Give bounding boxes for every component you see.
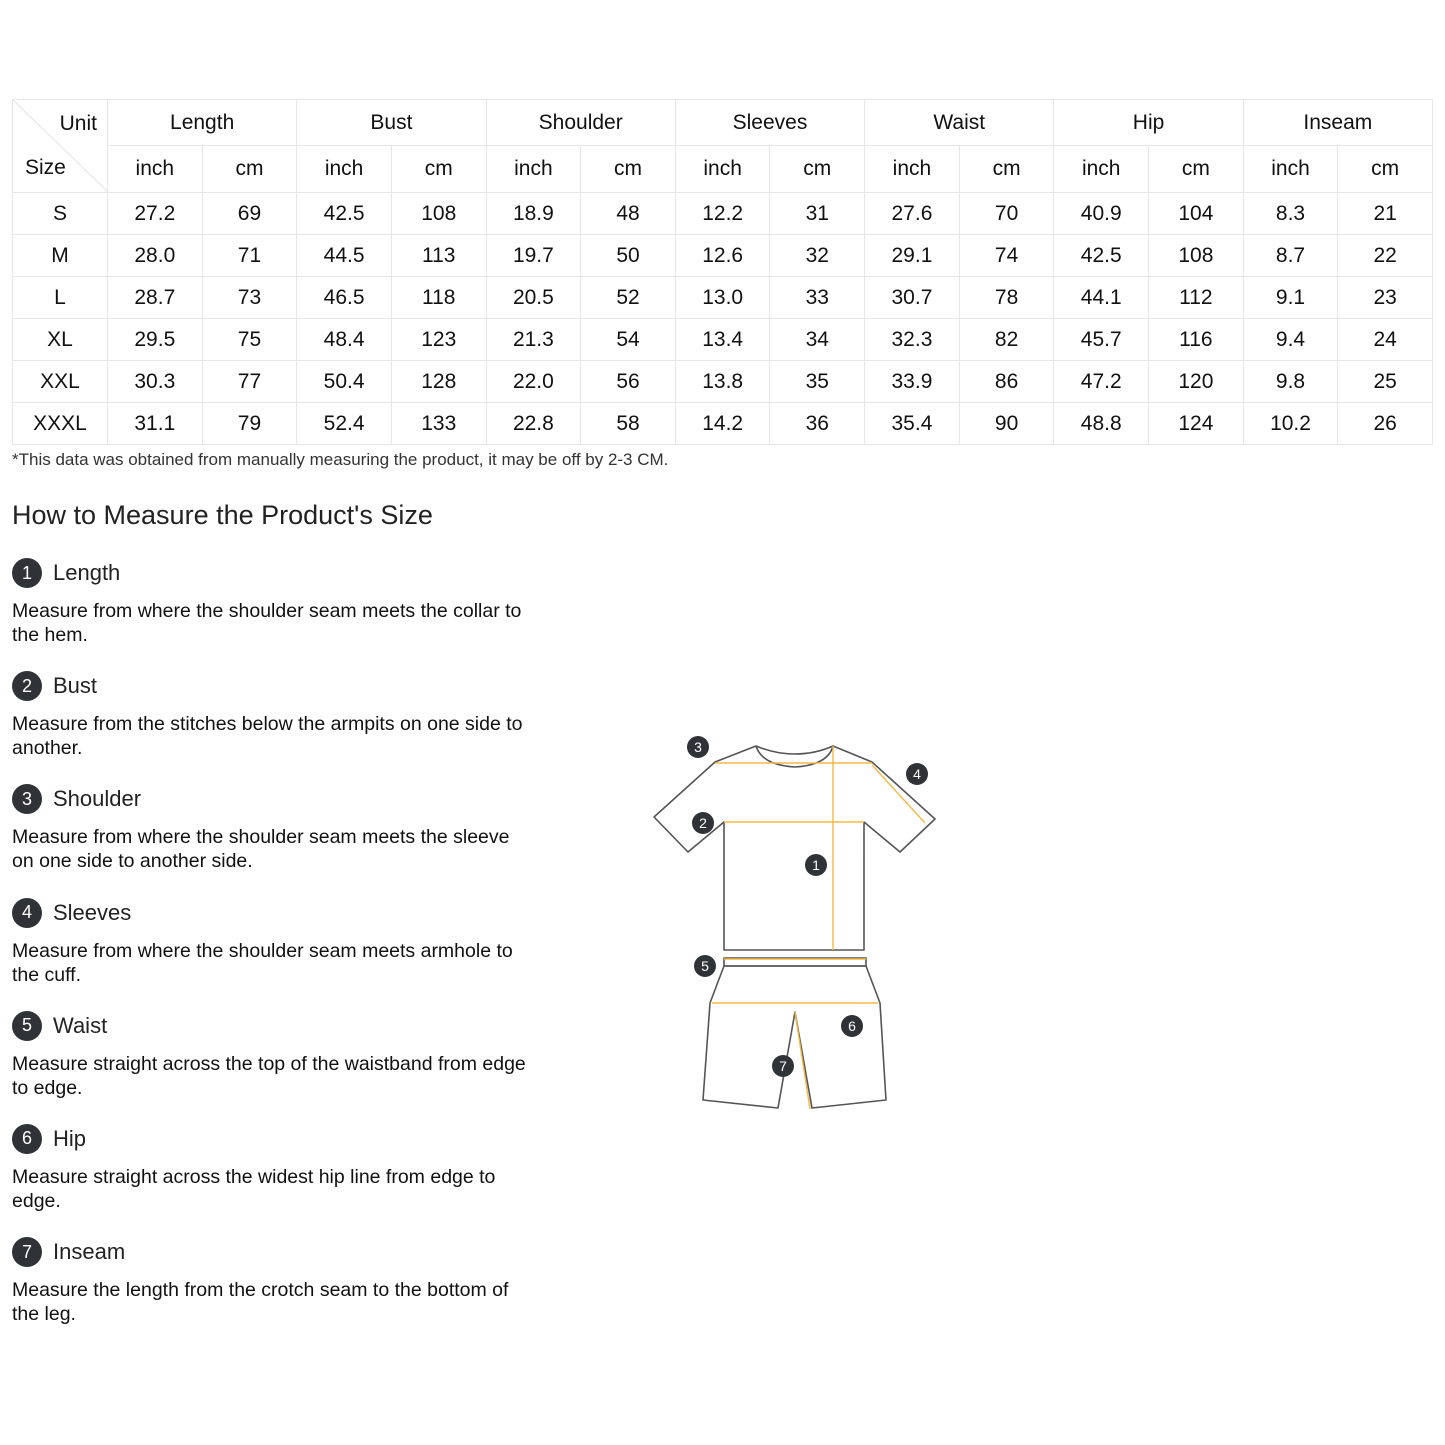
- table-row: [13, 235, 1433, 277]
- unit-header-cell: inch: [486, 146, 581, 193]
- unit-header-row: [13, 146, 1433, 193]
- value-cell: 19.7: [486, 235, 581, 277]
- value-cell: 12.6: [675, 235, 770, 277]
- size-cell: XL: [13, 319, 108, 361]
- value-cell: 36: [770, 403, 865, 445]
- unit-header-cell: inch: [297, 146, 392, 193]
- step-title: Waist: [53, 1012, 108, 1038]
- value-cell: 133: [391, 403, 486, 445]
- step-number-badge: 1: [12, 558, 42, 588]
- garment-diagram: [640, 725, 950, 1130]
- size-cell: S: [13, 193, 108, 235]
- unit-header-cell: cm: [202, 146, 297, 193]
- value-cell: 42.5: [1054, 235, 1149, 277]
- value-cell: 73: [202, 277, 297, 319]
- value-cell: 108: [1149, 235, 1244, 277]
- value-cell: 112: [1149, 277, 1244, 319]
- value-cell: 44.5: [297, 235, 392, 277]
- header-hip: Hip: [1054, 100, 1243, 146]
- marker-badge-2: [692, 812, 714, 834]
- marker-badge-3: [687, 736, 709, 758]
- measure-step: [12, 783, 532, 896]
- measure-step: [12, 557, 532, 670]
- value-cell: 22.0: [486, 361, 581, 403]
- tshirt-shorts-illustration: [640, 725, 950, 1125]
- value-cell: 35: [770, 361, 865, 403]
- step-header: [12, 670, 532, 702]
- value-cell: 77: [202, 361, 297, 403]
- header-inseam: Inseam: [1243, 100, 1432, 146]
- measure-step: [12, 670, 532, 783]
- table-row: [13, 361, 1433, 403]
- step-description: Measure from where the shoulder seam meets the collar to the hem.: [12, 600, 522, 646]
- size-cell: M: [13, 235, 108, 277]
- value-cell: 104: [1149, 193, 1244, 235]
- unit-header-cell: cm: [581, 146, 676, 193]
- step-header: [12, 783, 532, 815]
- header-bust: Bust: [297, 100, 486, 146]
- value-cell: 75: [202, 319, 297, 361]
- value-cell: 28.0: [108, 235, 203, 277]
- unit-header-cell: inch: [865, 146, 960, 193]
- value-cell: 124: [1149, 403, 1244, 445]
- value-cell: 29.1: [865, 235, 960, 277]
- value-cell: 52: [581, 277, 676, 319]
- unit-header-cell: cm: [391, 146, 486, 193]
- header-length: Length: [108, 100, 297, 146]
- measurement-note: *This data was obtained from manually measuring the product, it may be off by 2-3 CM.: [12, 450, 669, 469]
- tshirt-outline: [654, 746, 935, 950]
- value-cell: 40.9: [1054, 193, 1149, 235]
- value-cell: 54: [581, 319, 676, 361]
- value-cell: 120: [1149, 361, 1244, 403]
- value-cell: 116: [1149, 319, 1244, 361]
- unit-label: Unit: [59, 112, 97, 135]
- value-cell: 70: [959, 193, 1054, 235]
- value-cell: 108: [391, 193, 486, 235]
- value-cell: 71: [202, 235, 297, 277]
- value-cell: 56: [581, 361, 676, 403]
- step-header: [12, 1123, 532, 1155]
- value-cell: 44.1: [1054, 277, 1149, 319]
- value-cell: 13.4: [675, 319, 770, 361]
- measure-step: [12, 1010, 532, 1123]
- marker-number: 5: [701, 958, 709, 974]
- step-header: [12, 1010, 532, 1042]
- value-cell: 48.8: [1054, 403, 1149, 445]
- value-cell: 13.8: [675, 361, 770, 403]
- step-number-badge: 3: [12, 784, 42, 814]
- value-cell: 33.9: [865, 361, 960, 403]
- step-description: Measure from the stitches below the armpits on one side to another.: [12, 713, 523, 760]
- step-title: Sleeves: [53, 899, 132, 925]
- header-waist: Waist: [865, 100, 1054, 146]
- marker-badge-7: [772, 1055, 794, 1077]
- value-cell: 27.6: [865, 193, 960, 235]
- value-cell: 32.3: [865, 319, 960, 361]
- value-cell: 48.4: [297, 319, 392, 361]
- value-cell: 82: [959, 319, 1054, 361]
- value-cell: 45.7: [1054, 319, 1149, 361]
- value-cell: 128: [391, 361, 486, 403]
- header-shoulder: Shoulder: [486, 100, 675, 146]
- value-cell: 50: [581, 235, 676, 277]
- value-cell: 31.1: [108, 403, 203, 445]
- value-cell: 86: [959, 361, 1054, 403]
- value-cell: 35.4: [865, 403, 960, 445]
- step-description: Measure from where the shoulder seam meets the sleeve on one side to another side.: [12, 826, 510, 873]
- value-cell: 12.2: [675, 193, 770, 235]
- value-cell: 34: [770, 319, 865, 361]
- value-cell: 48: [581, 193, 676, 235]
- value-cell: 78: [959, 277, 1054, 319]
- step-number-badge: 2: [12, 671, 42, 701]
- value-cell: 118: [391, 277, 486, 319]
- value-cell: 21.3: [486, 319, 581, 361]
- table-row: [13, 403, 1433, 445]
- value-cell: 22.8: [486, 403, 581, 445]
- size-cell: XXL: [13, 361, 108, 403]
- value-cell: 113: [391, 235, 486, 277]
- unit-header-cell: cm: [959, 146, 1054, 193]
- step-number-badge: 6: [12, 1124, 42, 1154]
- marker-badge-6: [841, 1015, 863, 1037]
- marker-number: 1: [812, 857, 820, 873]
- value-cell: 50.4: [297, 361, 392, 403]
- value-cell: 47.2: [1054, 361, 1149, 403]
- value-cell: 26: [1338, 403, 1433, 445]
- unit-header-cell: cm: [1338, 146, 1433, 193]
- measure-step: [12, 897, 532, 1010]
- step-description: Measure straight across the top of the waistband from edge to edge.: [12, 1052, 526, 1099]
- marker-number: 4: [913, 766, 921, 782]
- value-cell: 79: [202, 403, 297, 445]
- value-cell: 23: [1338, 277, 1433, 319]
- value-cell: 25: [1338, 361, 1433, 403]
- value-cell: 33: [770, 277, 865, 319]
- value-cell: 27.2: [108, 193, 203, 235]
- value-cell: 14.2: [675, 403, 770, 445]
- measure-step: [12, 1123, 532, 1236]
- unit-header-cell: cm: [770, 146, 865, 193]
- value-cell: 29.5: [108, 319, 203, 361]
- value-cell: 8.3: [1243, 193, 1338, 235]
- marker-number: 6: [848, 1018, 856, 1034]
- value-cell: 21: [1338, 193, 1433, 235]
- unit-header-cell: inch: [108, 146, 203, 193]
- marker-badge-1: [805, 854, 827, 876]
- value-cell: 58: [581, 403, 676, 445]
- value-cell: 52.4: [297, 403, 392, 445]
- header-sleeves: Sleeves: [675, 100, 864, 146]
- unit-header-cell: inch: [675, 146, 770, 193]
- measure-step: [12, 1236, 532, 1349]
- size-chart-table: [12, 99, 1433, 445]
- value-cell: 46.5: [297, 277, 392, 319]
- value-cell: 28.7: [108, 277, 203, 319]
- value-cell: 20.5: [486, 277, 581, 319]
- value-cell: 123: [391, 319, 486, 361]
- size-cell: L: [13, 277, 108, 319]
- value-cell: 10.2: [1243, 403, 1338, 445]
- value-cell: 9.4: [1243, 319, 1338, 361]
- table-row: [13, 193, 1433, 235]
- unit-header-cell: inch: [1243, 146, 1338, 193]
- unit-header-cell: inch: [1054, 146, 1149, 193]
- measure-steps-list: [12, 557, 532, 1349]
- step-description: Measure straight across the widest hip line from edge to edge.: [12, 1165, 496, 1212]
- step-title: Length: [53, 560, 121, 585]
- value-cell: 31: [770, 193, 865, 235]
- step-header: [12, 1236, 532, 1268]
- marker-badge-5: [694, 955, 716, 977]
- marker-badge-4: [906, 763, 928, 785]
- step-description: Measure from where the shoulder seam meets armhole to the cuff.: [12, 939, 513, 986]
- value-cell: 9.8: [1243, 361, 1338, 403]
- table-row: [13, 319, 1433, 361]
- marker-number: 7: [779, 1058, 787, 1074]
- value-cell: 90: [959, 403, 1054, 445]
- step-header: [12, 897, 532, 929]
- value-cell: 74: [959, 235, 1054, 277]
- step-title: Bust: [53, 673, 98, 699]
- shorts-outline: [703, 966, 886, 1108]
- step-description: Measure the length from the crotch seam to the bottom of the leg.: [12, 1279, 509, 1326]
- step-number-badge: 7: [12, 1237, 42, 1267]
- size-label: Size: [25, 156, 66, 179]
- value-cell: 42.5: [297, 193, 392, 235]
- unit-size-corner-cell: [13, 100, 108, 193]
- value-cell: 18.9: [486, 193, 581, 235]
- inseam-measure-line: [795, 1012, 810, 1109]
- value-cell: 30.3: [108, 361, 203, 403]
- step-number-badge: 4: [12, 898, 42, 928]
- how-to-measure-title: How to Measure the Product's Size: [12, 500, 433, 530]
- measure-header-row: [13, 100, 1433, 146]
- step-header: [12, 557, 532, 589]
- value-cell: 24: [1338, 319, 1433, 361]
- step-number-badge: 5: [12, 1011, 42, 1041]
- unit-header-cell: cm: [1149, 146, 1244, 193]
- marker-number: 3: [694, 739, 702, 755]
- value-cell: 9.1: [1243, 277, 1338, 319]
- value-cell: 13.0: [675, 277, 770, 319]
- value-cell: 22: [1338, 235, 1433, 277]
- collar-outline: [756, 746, 833, 767]
- value-cell: 30.7: [865, 277, 960, 319]
- value-cell: 32: [770, 235, 865, 277]
- value-cell: 8.7: [1243, 235, 1338, 277]
- table-row: [13, 277, 1433, 319]
- value-cell: 69: [202, 193, 297, 235]
- size-cell: XXXL: [13, 403, 108, 445]
- step-title: Shoulder: [53, 786, 142, 812]
- step-title: Hip: [53, 1125, 87, 1151]
- step-title: Inseam: [53, 1239, 126, 1265]
- marker-number: 2: [699, 815, 707, 831]
